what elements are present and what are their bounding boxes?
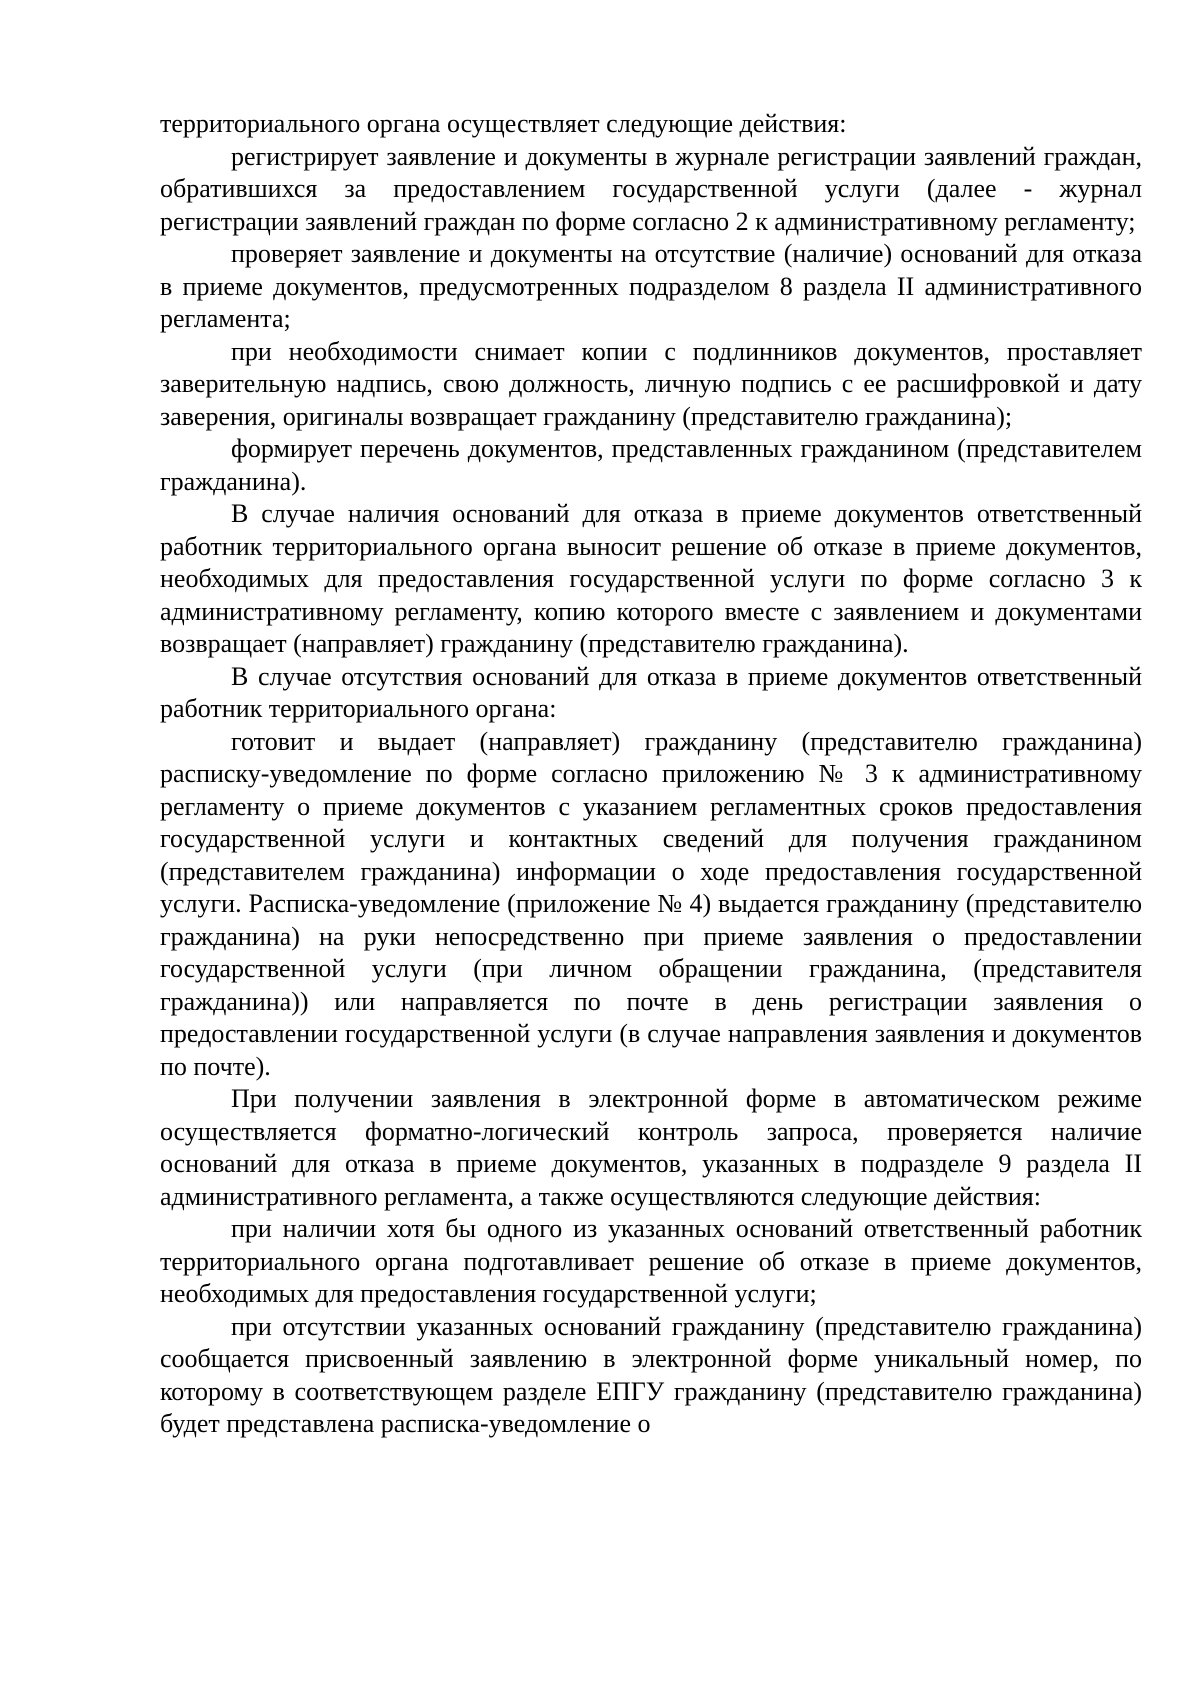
paragraph-refusal-case: В случае наличия оснований для отказа в приеме документов ответственный работник территориального органа выносит решение об отказе в приеме документов, необходимых для предоставления государственной услуги по форме согласно 3 к административному регламенту, копию которого вместе с заявлением и документами возвращает (направляет) гражданину (представителю гражданина). xyxy=(160,499,1142,658)
paragraph-check: проверяет заявление и документы на отсутствие (наличие) оснований для отказа в приеме документов, предусмотренных подразделом 8 раздела II административного регламента; xyxy=(160,239,1142,333)
paragraph-receipt: готовит и выдает (направляет) гражданину (представителю гражданина) расписку-уведомление по форме согласно приложению № 3 к административному регламенту о приеме документов с указанием регламентных сроков предоставления государственной услуги и контактных сведений для получения гражданином (представителем гражданина) информации о ходе предоставления государственной услуги. Расписка-уведомление (приложение № 4) выдается гражданину (представителю гражданина) на руки непосредственно при приеме заявления о предоставлении государственной услуги (при личном обращении гражданина, (представителя гражданина)) или направляется по почте в день регистрации заявления о предоставлении государственной услуги (в случае направления заявления и документов по почте). xyxy=(160,726,1142,1081)
paragraph-register: регистрирует заявление и документы в журнале регистрации заявлений граждан, обратившихся за предоставлением государственной услуги (далее - журнал регистрации заявлений граждан по форме согласно 2 к административному регламенту; xyxy=(160,141,1142,236)
paragraph-copies: при необходимости снимает копии с подлинников документов, проставляет заверительную надпись, свою должность, личную подпись с ее расшифровкой и дату заверения, оригиналы возвращает гражданину (представителю гражданина); xyxy=(160,336,1142,431)
paragraph-no-refusal-case: В случае отсутствия оснований для отказа в приеме документов ответственный работник территориального органа: xyxy=(160,661,1142,723)
document-page xyxy=(160,108,1142,1441)
paragraph-electronic-number: при отсутствии указанных оснований гражданину (представителю гражданина) сообщается присвоенный заявлению в электронной форме уникальный номер, по которому в соответствующем разделе ЕПГУ гражданину (представителю гражданина) будет представлена расписка-уведомление о xyxy=(160,1311,1142,1438)
paragraph-continuation: территориального органа осуществляет следующие действия: xyxy=(160,109,847,138)
paragraph-electronic: При получении заявления в электронной форме в автоматическом режиме осуществляется форматно-логический контроль запроса, проверяется наличие оснований для отказа в приеме документов, указанных в подразделе 9 раздела II административного регламента, а также осуществляются следующие действия: xyxy=(160,1084,1142,1211)
paragraph-list: формирует перечень документов, представленных гражданином (представителем гражданина). xyxy=(160,434,1142,496)
paragraph-electronic-refusal: при наличии хотя бы одного из указанных оснований ответственный работник территориального органа подготавливает решение об отказе в приеме документов, необходимых для предоставления государственной услуги; xyxy=(160,1214,1142,1308)
